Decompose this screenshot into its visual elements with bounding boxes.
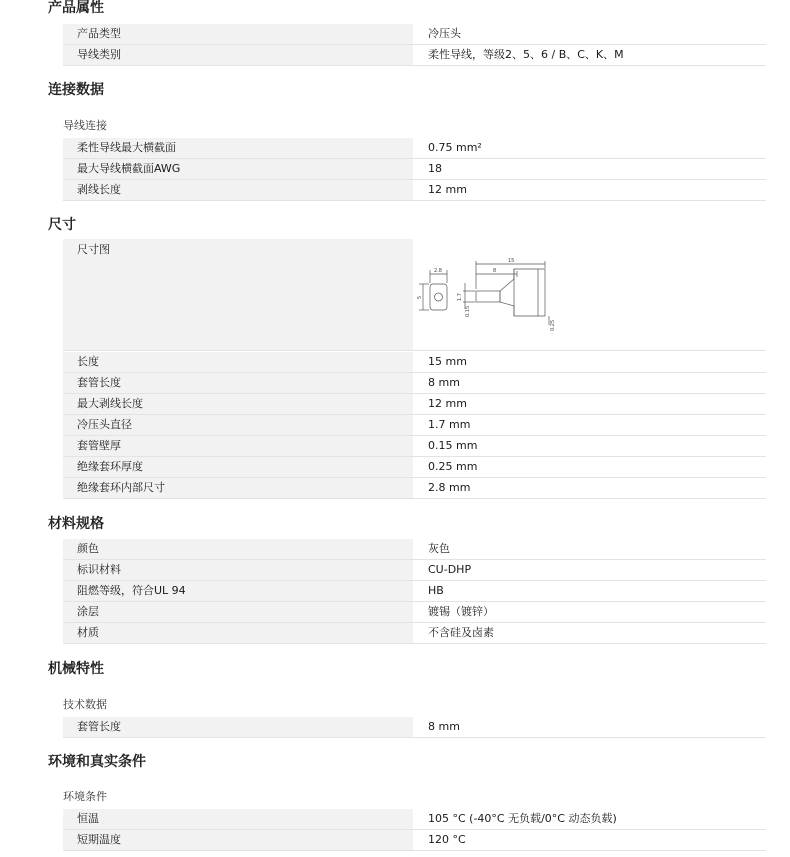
- row-divider: [63, 65, 766, 66]
- dim-label-sleeve-length: 8: [493, 268, 497, 274]
- spec-value: 12 mm: [414, 180, 766, 200]
- spec-value: 0.15 mm: [414, 436, 766, 456]
- spec-label: 产品类型: [63, 24, 413, 44]
- spec-row-material: [63, 623, 766, 643]
- spec-row-flammability: [63, 581, 766, 601]
- spec-value: 0.25 mm: [414, 457, 766, 477]
- spec-row-ferrule-diameter: [63, 415, 766, 435]
- spec-label: 阻燃等级，符合UL 94: [63, 581, 413, 601]
- row-divider: [63, 643, 766, 644]
- spec-label: 导线类别: [63, 45, 413, 65]
- spec-value: 18: [414, 159, 766, 179]
- spec-value: CU-DHP: [414, 560, 766, 580]
- section-title-mechanical: 机械特性: [48, 661, 104, 677]
- spec-row-wire-class: [63, 45, 766, 65]
- spec-value: 120 °C: [414, 830, 766, 850]
- dim-label-ferrule-diameter: 1.7: [457, 293, 463, 301]
- spec-row-color: [63, 539, 766, 559]
- spec-value: 灰色: [414, 539, 766, 559]
- spec-row-length: [63, 352, 766, 372]
- spec-label: 冷压头直径: [63, 415, 413, 435]
- spec-row-max-strip-length: [63, 394, 766, 414]
- spec-row-collar-thickness: [63, 457, 766, 477]
- row-divider: [63, 350, 766, 351]
- spec-value: 柔性导线，等级2、5、6 / B、C、K、M: [414, 45, 766, 65]
- spec-label: 恒温: [63, 809, 413, 829]
- spec-label: 套管壁厚: [63, 436, 413, 456]
- spec-label: 套管长度: [63, 717, 413, 737]
- spec-value: 12 mm: [414, 394, 766, 414]
- section-title-dimensions: 尺寸: [48, 217, 76, 233]
- spec-value: 0.75 mm²: [414, 138, 766, 158]
- spec-label: 最大导线横截面AWG: [63, 159, 413, 179]
- spec-row-short-term-temp: [63, 830, 766, 850]
- spec-row-marking-material: [63, 560, 766, 580]
- spec-value: 8 mm: [414, 373, 766, 393]
- section-title-product-properties: 产品属性: [48, 0, 104, 16]
- dimension-drawing-cell: [414, 239, 766, 350]
- spec-row-collar-inner-size: [63, 478, 766, 498]
- spec-row-constant-temp: [63, 809, 766, 829]
- spec-label: 剥线长度: [63, 180, 413, 200]
- spec-value: 镀锡（镀锌）: [414, 602, 766, 622]
- dim-label-side: 5: [417, 295, 423, 299]
- row-divider: [63, 498, 766, 499]
- spec-label: 尺寸图: [63, 239, 413, 350]
- spec-row-wall-thickness: [63, 436, 766, 456]
- spec-row-mech-sleeve-length: [63, 717, 766, 737]
- spec-row-dimension-drawing: [63, 239, 766, 350]
- spec-row-strip-length: [63, 180, 766, 200]
- dim-label-total-length: 15: [508, 258, 515, 264]
- dim-label-wall-thickness: 0.15: [465, 305, 471, 317]
- spec-row-awg: [63, 159, 766, 179]
- spec-value: 2.8 mm: [414, 478, 766, 498]
- spec-value: 8 mm: [414, 717, 766, 737]
- spec-label: 材质: [63, 623, 413, 643]
- spec-row-product-type: [63, 24, 766, 44]
- spec-label: 颜色: [63, 539, 413, 559]
- section-title-environment: 环境和真实条件: [48, 754, 146, 770]
- spec-row-sleeve-length: [63, 373, 766, 393]
- spec-value: HB: [414, 581, 766, 601]
- subsection-title-wire-connection: 导线连接: [63, 119, 107, 132]
- spec-label: 绝缘套环厚度: [63, 457, 413, 477]
- spec-label: 短期温度: [63, 830, 413, 850]
- row-divider: [63, 737, 766, 738]
- section-title-material-specs: 材料规格: [48, 516, 104, 532]
- row-divider: [63, 850, 766, 851]
- spec-label: 套管长度: [63, 373, 413, 393]
- row-divider: [63, 200, 766, 201]
- subsection-title-technical-data: 技术数据: [63, 698, 107, 711]
- spec-value: 15 mm: [414, 352, 766, 372]
- dim-label-collar-thickness: 0.25: [550, 319, 556, 331]
- dim-label-inner-size: 2.8: [434, 268, 442, 274]
- spec-label: 长度: [63, 352, 413, 372]
- spec-label: 标识材料: [63, 560, 413, 580]
- ferrule-dimension-drawing: [414, 239, 766, 350]
- spec-label: 绝缘套环内部尺寸: [63, 478, 413, 498]
- spec-value: 冷压头: [414, 24, 766, 44]
- spec-label: 最大剥线长度: [63, 394, 413, 414]
- spec-value: 105 °C (-40°C 无负载/0°C 动态负载): [414, 809, 766, 829]
- spec-label: 柔性导线最大横截面: [63, 138, 413, 158]
- subsection-title-env-conditions: 环境条件: [63, 790, 107, 803]
- spec-label: 涂层: [63, 602, 413, 622]
- spec-value: 1.7 mm: [414, 415, 766, 435]
- spec-row-coating: [63, 602, 766, 622]
- spec-value: 不含硅及卤素: [414, 623, 766, 643]
- spec-row-flex-cross-section: [63, 138, 766, 158]
- section-title-connection-data: 连接数据: [48, 82, 104, 98]
